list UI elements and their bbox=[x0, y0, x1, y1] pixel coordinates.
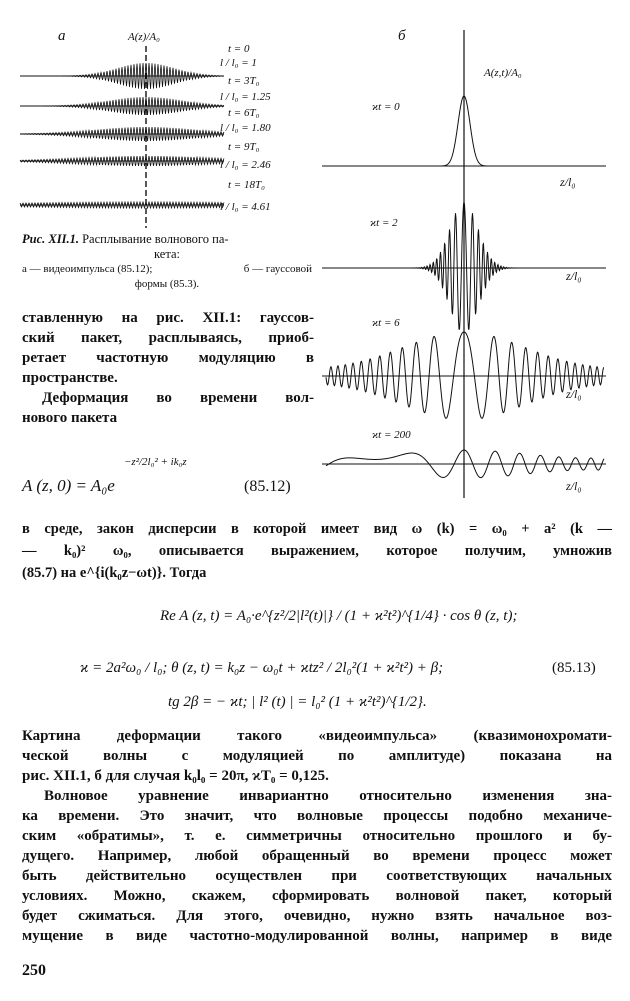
panel-a-width-label: l / l₀ = 2.46 bbox=[220, 159, 271, 171]
left-line-3: ретает частотную модуляцию в bbox=[22, 350, 314, 366]
panel-b-wave bbox=[326, 202, 604, 329]
eq-85-13-number: (85.13) bbox=[552, 660, 596, 676]
left-line-4: пространстве. bbox=[22, 370, 118, 386]
panel-a-time-label: t = 6T₀ bbox=[228, 107, 260, 119]
p1-line-2: ческой волны с модуляцией по амплитуде) показана на bbox=[22, 748, 612, 764]
panel-a-time-label: t = 3T₀ bbox=[228, 75, 260, 87]
caption-a-part: а — видеоимпульса (85.12); bbox=[22, 263, 153, 275]
eq-85-13-line1: Re A (z, t) = A₀·e^{z²/2|l²(t)|} / (1 + ϰ²t²)^{1/4} · cos θ (z, t); bbox=[160, 608, 518, 624]
paragraph-1 bbox=[22, 726, 612, 786]
left-line-1: ставленную на рис. XII.1: гауссов- bbox=[22, 310, 314, 326]
figure-caption bbox=[22, 232, 312, 292]
p1-line-1: Картина деформации такого «видеоимпульса» (квазимонохромати- bbox=[22, 728, 612, 744]
left-line-5: Деформация во времени вол- bbox=[42, 390, 314, 406]
left-line-2: ский пакет, расплываясь, приоб- bbox=[22, 330, 314, 346]
text-after-85-12 bbox=[22, 518, 612, 584]
left-line-6: нового пакета bbox=[22, 410, 118, 426]
left-column-text bbox=[22, 308, 314, 428]
panel-b-time-label: ϰt = 0 bbox=[372, 101, 400, 113]
caption-text2: кета: bbox=[154, 247, 180, 261]
p2-line-6: условиях. Можно, скажем, сформировать волновой пакет, который bbox=[22, 888, 612, 904]
panel-a-waves bbox=[20, 63, 224, 208]
p2-line-3: ским «обратимы», т. е. симметричны относительно прошлого и бу- bbox=[22, 828, 612, 844]
caption-text4: формы (85.3). bbox=[134, 278, 200, 290]
panel-b-wave bbox=[326, 332, 604, 418]
after-line-2: — k₀)² ω₀, описывается выражением, которое получим, умножив bbox=[22, 543, 612, 559]
p1-line-3: рис. XII.1, б для случая k₀l₀ = 20π, ϰT₀ = 0,125. bbox=[22, 768, 329, 784]
p2-line-5: быть действительно осуществлен при соответствующих начальных bbox=[22, 868, 612, 884]
panel-a-time-label: t = 18T₀ bbox=[228, 179, 265, 191]
p2-line-1: Волновое уравнение инвариантно относительно изменения зна- bbox=[44, 788, 612, 804]
eq-85-12-exponent: −z²/2l₀² + ik₀z bbox=[124, 456, 187, 468]
panel-a-width-label: l / l₀ = 1 bbox=[220, 57, 257, 69]
panel-b-time-label: ϰt = 6 bbox=[372, 317, 400, 329]
paragraph-2 bbox=[22, 786, 612, 946]
panel-b-label: б bbox=[398, 28, 406, 44]
panel-a-width-label: l / l₀ = 4.61 bbox=[220, 201, 271, 213]
panel-b-time-label: ϰt = 2 bbox=[370, 217, 398, 229]
panel-b-time-label: ϰt = 200 bbox=[372, 429, 411, 441]
panel-b-axis-z-label: z/l₀ bbox=[566, 479, 582, 493]
eq-85-13-line3: tg 2β = − ϰt; | l² (t) | = l₀² (1 + ϰ²t²)^{1/2}. bbox=[168, 694, 427, 710]
caption-b-part: б — гауссовой bbox=[243, 263, 312, 275]
panel-b-wave bbox=[400, 96, 530, 166]
p2-line-8: мущение в виде частотно-модулированной волны, например в виде bbox=[22, 928, 612, 944]
eq-85-12-lhs: A (z, 0) = A₀e bbox=[22, 476, 115, 495]
panel-b-axis-z-label: z/l₀ bbox=[566, 269, 582, 283]
panel-a-axis-label: A(z)/A₀ bbox=[128, 31, 160, 43]
page-number: 250 bbox=[22, 962, 46, 979]
caption-title: Рис. XII.1. bbox=[22, 232, 79, 246]
panel-b-curve-labels bbox=[370, 101, 582, 493]
panel-b-axis-z-label: z/l₀ bbox=[560, 175, 576, 189]
panel-a-time-label: t = 0 bbox=[228, 43, 250, 55]
panel-a-width-label: l / l₀ = 1.80 bbox=[220, 122, 271, 134]
p2-line-2: ка времени. Это значит, что волновые процессы подобно механиче- bbox=[22, 808, 612, 824]
panel-a-width-label: l / l₀ = 1.25 bbox=[220, 91, 271, 103]
panel-a-curve-labels bbox=[220, 43, 271, 213]
p2-line-4: дущего. Например, любой обращенный во времени процесс может bbox=[22, 848, 612, 864]
eq-85-13-line2: ϰ = 2a²ω₀ / l₀; θ (z, t) = k₀z − ω₀t + ϰtz² / 2l₀²(1 + ϰ²t²) + β; bbox=[80, 660, 444, 676]
after-line-1: в среде, закон дисперсии в которой имеет вид ω (k) = ω₀ + a² (k — bbox=[22, 521, 612, 537]
panel-a-label: а bbox=[58, 28, 66, 44]
p2-line-7: будет сжиматься. Для этого, очевидно, нужно взять начальное воз- bbox=[22, 908, 612, 924]
panel-b-axis-label: A(z,t)/A₀ bbox=[484, 67, 522, 79]
after-line-3: (85.7) на e^{i(k₀z−ωt)}. Тогда bbox=[22, 565, 207, 581]
panel-b-axis-z-label: z/l₀ bbox=[566, 387, 582, 401]
eq-85-12-number: (85.12) bbox=[244, 478, 291, 495]
panel-a-time-label: t = 9T₀ bbox=[228, 141, 260, 153]
caption-text1: Расплывание волнового па- bbox=[82, 232, 229, 246]
